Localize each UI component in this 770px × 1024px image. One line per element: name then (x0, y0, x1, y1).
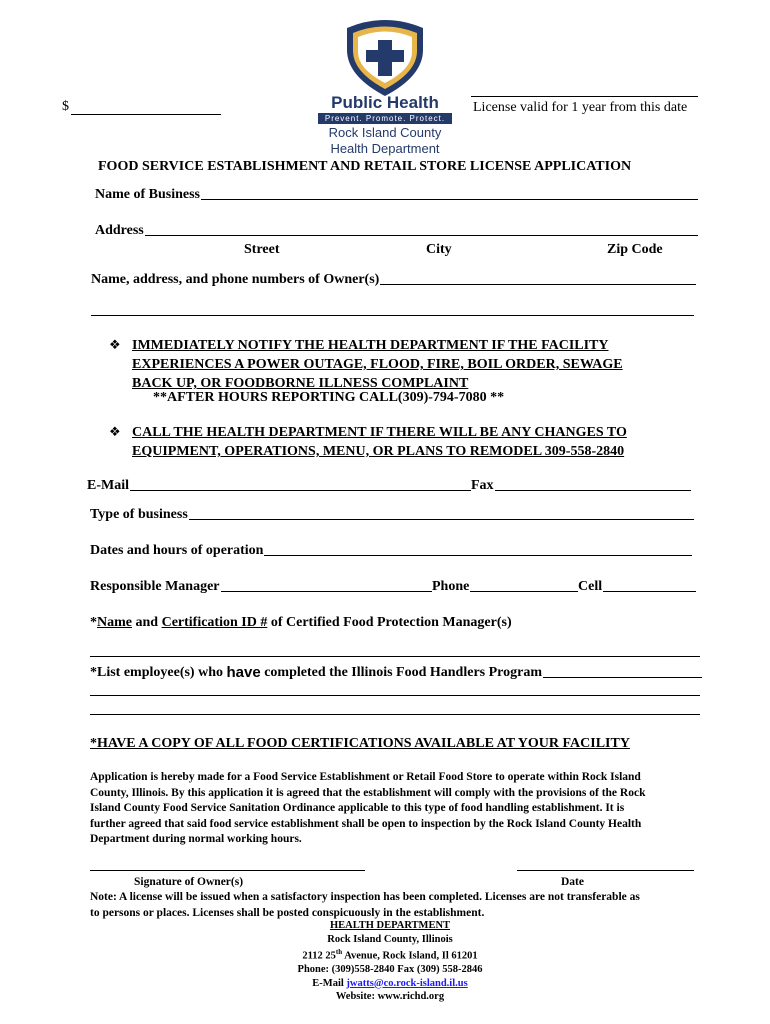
cert-prefix: * (90, 615, 97, 630)
owner-signature-line[interactable] (90, 870, 365, 871)
owner-label: Name, address, and phone numbers of Owner(s) (91, 272, 380, 287)
employees-part2: completed the Illinois Food Handlers Program (260, 665, 542, 680)
logo-org-line1: Rock Island County (328, 125, 442, 140)
certification-label (90, 615, 512, 631)
department-address (230, 946, 550, 963)
notice1-line1: IMMEDIATELY NOTIFY THE HEALTH DEPARTMENT IF THE FACILITY (132, 338, 609, 353)
notice1 (132, 336, 692, 393)
employees-have: have (226, 664, 261, 681)
address-superscript: th (335, 948, 343, 956)
notice2 (132, 423, 692, 461)
name-of-business-label: Name of Business (95, 187, 201, 202)
notice1-line3: BACK UP, OR FOODBORNE ILLNESS COMPLAINT (132, 376, 469, 391)
dates-hours-label: Dates and hours of operation (90, 543, 264, 558)
email-field[interactable] (87, 478, 471, 494)
street-label: Street (244, 242, 280, 257)
shield-icon (300, 14, 470, 104)
department-website: Website: www.richd.org (335, 991, 445, 1002)
notice2-line2: EQUIPMENT, OPERATIONS, MENU, OR PLANS TO REMODEL 309-558-2840 (132, 444, 625, 459)
fax-label: Fax (471, 478, 494, 493)
notice2-line1: CALL THE HEALTH DEPARTMENT IF THERE WILL BE ANY CHANGES TO (132, 425, 627, 440)
city-label: City (426, 242, 452, 257)
employees-part1: *List employee(s) who (90, 665, 227, 680)
date-line[interactable] (517, 870, 694, 871)
employees-line3[interactable] (90, 714, 700, 715)
department-email (230, 977, 550, 991)
responsible-manager-field[interactable] (90, 579, 432, 595)
department-contact (230, 919, 550, 1004)
employees-field[interactable] (90, 664, 702, 681)
cert-id: Certification ID # (161, 615, 268, 630)
license-note-line2: to persons or places. Licenses shall be posted conspicuously in the establishment. (90, 906, 485, 919)
department-phone-fax: Phone: (309)558-2840 Fax (309) 558-2846 (297, 964, 483, 975)
agreement-paragraph (90, 770, 710, 848)
page-title: FOOD SERVICE ESTABLISHMENT AND RETAIL STORE LICENSE APPLICATION (98, 159, 632, 174)
email-link[interactable]: jwatts@co.rock-island.il.us (346, 977, 468, 989)
fee-prefix: $ (62, 99, 69, 114)
license-date-line[interactable] (471, 96, 698, 97)
logo-title: Public Health (331, 93, 439, 112)
agreement-line5: Department during normal working hours. (90, 833, 302, 845)
cert-name: Name (97, 615, 132, 630)
phone-field[interactable] (432, 579, 578, 595)
phone-label: Phone (432, 579, 470, 594)
address-label: Address (95, 223, 144, 238)
cell-label: Cell (578, 579, 603, 594)
agreement-line4: further agreed that said food service establishment shall be open to inspection by the Rock Island County Health (90, 817, 642, 830)
certifications-notice: *HAVE A COPY OF ALL FOOD CERTIFICATIONS AVAILABLE AT YOUR FACILITY (90, 736, 630, 751)
department-name: HEALTH DEPARTMENT (329, 920, 451, 931)
email-label: E-Mail (87, 478, 129, 493)
license-note-line1: Note: A license will be issued when a satisfactory inspection has been completed. Licenses are not transferable as (90, 891, 640, 903)
license-note (90, 890, 710, 921)
notice1-line2: EXPERIENCES A POWER OUTAGE, FLOOD, FIRE, BOIL ORDER, SEWAGE (132, 357, 623, 372)
fee-field[interactable] (62, 99, 222, 119)
logo-tagline: Prevent. Promote. Protect. (318, 113, 452, 124)
type-of-business-label: Type of business (90, 507, 188, 522)
fee-line (71, 114, 221, 115)
notice2-bullet: ❖ (109, 424, 121, 439)
name-of-business-field[interactable] (95, 187, 698, 203)
certification-line[interactable] (90, 656, 700, 657)
cert-suffix: of Certified Food Protection Manager(s) (267, 615, 512, 630)
owner-signature-label: Signature of Owner(s) (134, 876, 244, 888)
dates-hours-field[interactable] (90, 543, 692, 559)
cert-and: and (132, 615, 162, 630)
zip-label: Zip Code (607, 242, 663, 257)
department-location: Rock Island County, Illinois (327, 933, 453, 945)
address-field[interactable] (95, 223, 698, 239)
responsible-manager-label: Responsible Manager (90, 579, 220, 594)
email-prefix: E-Mail (312, 977, 347, 989)
agreement-line2: County, Illinois. By this application it is agreed that the establishment will comply with the provisions of the Rock (90, 786, 646, 799)
logo-org-line2: Health Department (330, 141, 440, 156)
logo (300, 14, 470, 154)
after-hours-phone: **AFTER HOURS REPORTING CALL(309)-794-7080 ** (153, 390, 505, 405)
address-street: Avenue, Rock Island, Il 61201 (342, 950, 478, 962)
fax-field[interactable] (471, 478, 691, 494)
notice1-bullet: ❖ (109, 337, 121, 352)
license-valid-note: License valid for 1 year from this date (473, 100, 688, 115)
employees-line2[interactable] (90, 695, 700, 696)
owner-field-line2[interactable] (91, 315, 694, 316)
date-label: Date (561, 876, 584, 888)
cell-field[interactable] (578, 579, 696, 595)
type-of-business-field[interactable] (90, 507, 694, 523)
agreement-line3: Island County Food Service Sanitation Ordinance applicable to this type of food handling establishment. It is (90, 802, 625, 814)
owner-field[interactable] (91, 272, 696, 288)
address-number: 2112 25 (302, 950, 336, 962)
agreement-line1: Application is hereby made for a Food Service Establishment or Retail Food Store to operate within Rock Island (90, 771, 641, 783)
